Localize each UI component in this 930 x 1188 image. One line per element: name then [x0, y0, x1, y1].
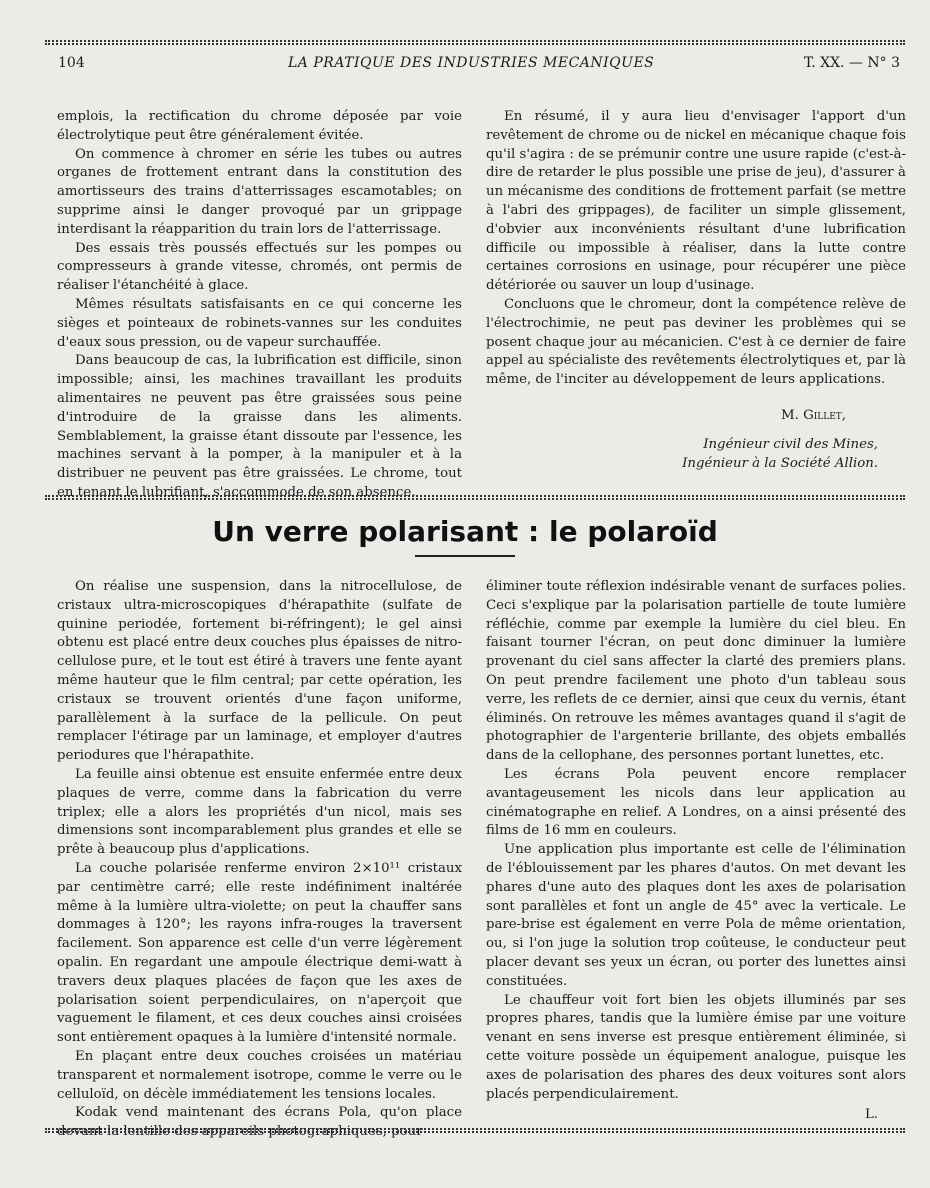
- page-number: 104: [58, 55, 85, 71]
- issue-reference: T. XX. — N° 3: [803, 55, 900, 71]
- top-dotted-rule: [45, 40, 905, 45]
- title-underline: [415, 555, 515, 557]
- paragraph: En plaçant entre deux couches croisées un matériau transparent et normalement isotrope, comme le verre ou le celluloïd, on décèle immédiatement les tensions locales.: [57, 1048, 462, 1102]
- paragraph: emplois, la rectification du chrome déposée par voie électrolytique peut être généralement évitée.: [57, 109, 462, 143]
- paragraph: On réalise une suspension, dans la nitrocellulose, de cristaux ultra-microscopiques d'hérapathite (sulfate de quinine periodée, fortement bi-réfringent); le gel ainsi obtenu est placé entre deux couches plus épaisses de nitro-cellulose pure, et le tout est étiré à travers une fente ayant même hauteur que le film central; par cette opération, les cristaux se trouvent orientés d'une façon uniforme, parallèlement à la surface de la pellicule. On peut remplacer l'étirage par un laminage, et employer d'autres periodures que l'hérapathite.: [57, 579, 462, 764]
- paragraph: Dans beaucoup de cas, la lubrification est difficile, sinon impossible; ainsi, les machines travaillant les produits alimentaires ne peuvent pas être graissées sous peine d'introduire de la graisse dans les aliments. Semblablement, la graisse étant dissoute par l'essence, les machines servant à la pomper, à la manipuler et à la distribuer ne peuvent pas être graissées. Le chrome, tout en tenant le lubrifiant, s'accommode de son absence.: [57, 353, 462, 500]
- paragraph: En résumé, il y aura lieu d'envisager l'apport d'un revêtement de chrome ou de nickel en mécanique chaque fois qu'il s'agira : de se prémunir contre une usure rapide (c'est-à-dire de retarder le plus possible une prise de jeu), d'assurer à un mécanisme des conditions de frottement parfait (se mettre à l'abri des grippages), de faciliter un simple glissement, d'obvier aux inconvénients résultant d'une lubrification difficile ou impossible à réaliser, dans la lutte contre certaines corrosions en usinage, pour récupérer une pièce détériorée ou sauver un loup d'usinage.: [486, 109, 906, 294]
- paragraph: Le chauffeur voit fort bien les objets illuminés par ses propres phares, tandis que la lumière émise par une voiture venant en sens inverse est presque entièrement éliminée, si cette voiture possède un équipement analogue, puisque les axes de polarisation des phares des deux voitures sont alors placés perpendiculairement.: [486, 992, 906, 1102]
- paragraph: Kodak vend maintenant des écrans Pola, qu'on place devant la lentille des appareils photographiques, pour: [57, 1105, 462, 1140]
- paragraph: Une application plus importante est celle de l'élimination de l'éblouissement par les phares d'autos. On met devant les phares d'une auto des plaques dont les axes de polarisation sont parallèles et font un angle de 45° avec la verticale. Le pare-brise est également en verre Pola de même orientation, ou, si l'on juge la solution trop coûteuse, le conducteur peut placer devant ses yeux un écran, ou porter des lunettes ainsi constituées.: [486, 842, 906, 989]
- bottom-dotted-rule: [45, 1128, 905, 1133]
- article-signature: L.: [864, 1107, 878, 1123]
- paragraph: Concluons que le chromeur, dont la compétence relève de l'électrochimie, ne peut pas deviner les problèmes qui se posent chaque jour au mécanicien. C'est à ce dernier de faire appel au spécialiste des revêtements électrolytiques et, par là même, de l'inciter au développement de leurs applications.: [486, 296, 906, 388]
- paragraph: On commence à chromer en série les tubes ou autres organes de frottement entrant dans la constitution des amortisseurs des trains d'atterrissages escamotables; on supprime ainsi le danger provoqué par un grippage interdisant la réapparition du train lors de l'atterrissage.: [57, 146, 462, 237]
- article-left-column: [57, 578, 462, 1142]
- paragraph: Les écrans Pola peuvent encore remplacer avantageusement les nicols dans leur application au cinématographe en relief. A Londres, on a ainsi présenté des films de 16 mm en couleurs.: [486, 766, 906, 839]
- section-dotted-rule: [45, 495, 905, 500]
- paragraph: La couche polarisée renferme environ 2×10¹¹ cristaux par centimètre carré; elle reste indéfiniment inaltérée même à la lumière ultra-violette; on peut la chauffer sans dommages à 120°; les rayons infra-rouges la traversent facilement. Son apparence est celle d'un verre légèrement opalin. En regardant une ampoule électrique demi-watt à travers deux plaques placées de façon que les axes de polarisation soient perpendiculaires, on n'aperçoit que vaguement le filament, et ces deux couches ainsi croisées sont entièrement opaques à la lumière d'intensité normale.: [57, 860, 462, 1046]
- page-header: [58, 55, 900, 75]
- article-right-column: [486, 578, 906, 1125]
- journal-title: LA PRATIQUE DES INDUSTRIES MECANIQUES: [288, 55, 655, 71]
- author-credit: Ingénieur civil des Mines,: [703, 436, 878, 452]
- previous-article-right-column: [486, 108, 906, 473]
- author-credit: Ingénieur à la Société Allion.: [682, 455, 878, 471]
- previous-article-left-column: [57, 108, 462, 503]
- paragraph: Mêmes résultats satisfaisants en ce qui concerne les sièges et pointeaux de robinets-vannes sur les conduites d'eaux sous pression, ou de vapeur surchauffée.: [57, 296, 462, 350]
- author-signature: M. Gillet,: [781, 407, 846, 423]
- paragraph: La feuille ainsi obtenue est ensuite enfermée entre deux plaques de verre, comme dans la fabrication du verre triplex; elle a alors les propriétés d'un nicol, mais ses dimensions sont incomparablement plus grandes et elle se prête à beaucoup plus d'applications.: [57, 766, 462, 858]
- paragraph: Des essais très poussés effectués sur les pompes ou compresseurs à grande vitesse, chromés, ont permis de réaliser l'étanchéité à glace.: [57, 240, 462, 294]
- paragraph: éliminer toute réflexion indésirable venant de surfaces polies. Ceci s'explique par la polarisation partielle de toute lumière réfléchie, comme par exemple la lumière du ciel bleu. En faisant tourner l'écran, on peut donc diminuer la lumière provenant du ciel sans affecter la clarté des premiers plans. On peut prendre facilement une photo d'un tableau sous verre, les reflets de ce dernier, ainsi que ceux du vernis, étant éliminés. On retrouve les mêmes avantages quand il s'agit de photographier de l'argenterie brillante, des objets emballés dans de la cellophane, des personnes portant lunettes, etc.: [486, 579, 906, 764]
- article-title: Un verre polarisant : le polaroïd: [212, 515, 718, 548]
